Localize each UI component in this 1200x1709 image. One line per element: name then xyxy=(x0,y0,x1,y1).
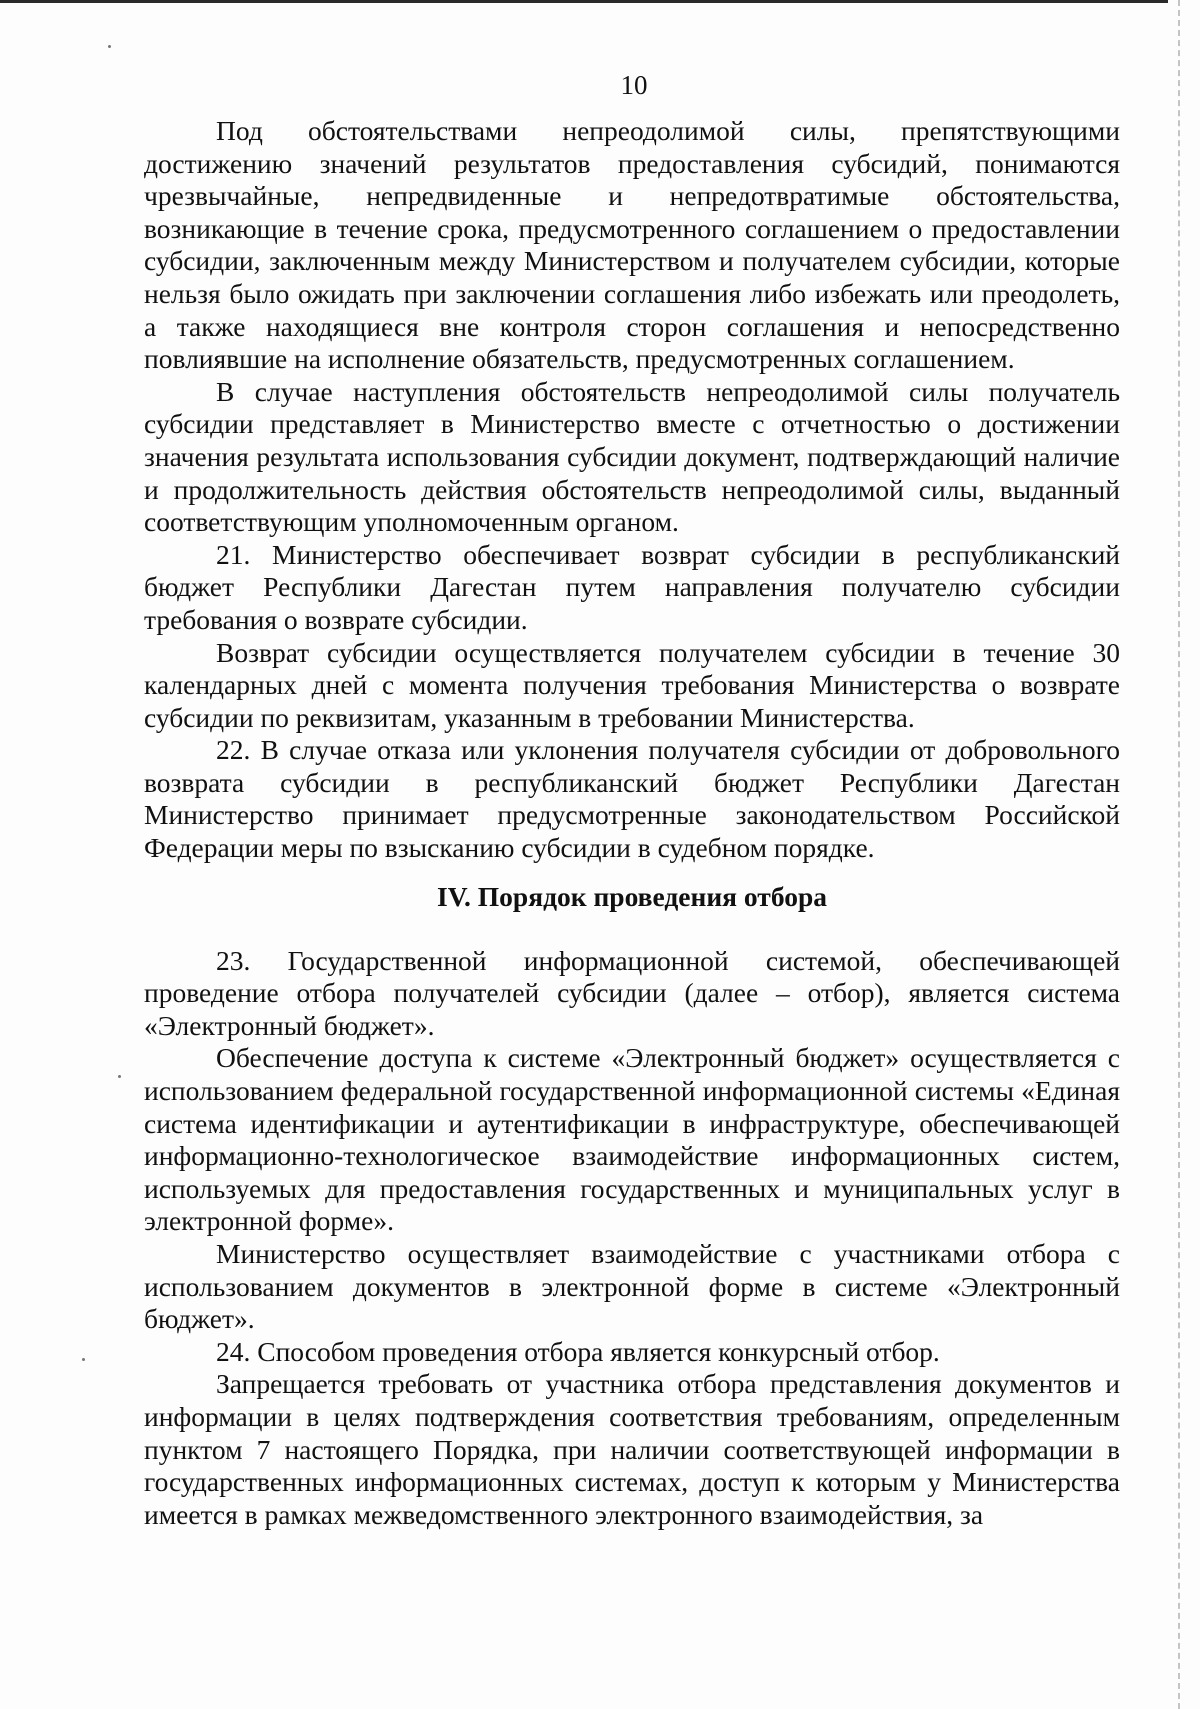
paragraph-system-access: Обеспечение доступа к системе «Электронный бюджет» осуществляется с использованием федеральной государственной информационной системы «Единая система идентификации и аутентификации в инфраструктуре, обеспечивающей информационно-технологическое взаимодействие информационных систем, используемых для предоставления государственных и муниципальных услуг в электронной форме». xyxy=(144,1042,1120,1237)
scan-right-edge xyxy=(1178,0,1180,1709)
page-number: 10 xyxy=(620,70,648,100)
paragraph-item-22: 22. В случае отказа или уклонения получателя субсидии от добровольного возврата субсидии в республиканский бюджет Республики Дагестан Министерство принимает предусмотренные законодательством Российской Федерации меры по взысканию субсидии в судебном порядке. xyxy=(144,734,1120,864)
scan-speck xyxy=(118,1075,121,1078)
scan-speck xyxy=(108,45,111,48)
paragraph-refund-terms: Возврат субсидии осуществляется получателем субсидии в течение 30 календарных дней с момента получения требования Министерства о возврате субсидии по реквизитам, указанным в требовании Министерства. xyxy=(144,636,1120,733)
paragraph-document-requirements: Запрещается требовать от участника отбора представления документов и информации в целях подтверждения соответствия требованиям, определенным пунктом 7 настоящего Порядка, при наличии соответствующей информации в государственных информационных системах, доступ к которым у Министерства имеется в рамках межведомственного электронного взаимодействия, за xyxy=(144,1368,1120,1530)
paragraph-item-23: 23. Государственной информационной системой, обеспечивающей проведение отбора получателей субсидии (далее – отбор), является система «Электронный бюджет». xyxy=(144,944,1120,1041)
paragraph-item-21: 21. Министерство обеспечивает возврат субсидии в республиканский бюджет Республики Дагестан путем направления получателю субсидии требования о возврате субсидии. xyxy=(144,538,1120,635)
scan-top-edge xyxy=(0,0,1168,3)
scan-speck xyxy=(82,1358,85,1361)
section-heading: IV. Порядок проведения отбора xyxy=(437,880,827,912)
document-body xyxy=(144,115,1120,1531)
paragraph-force-majeure-document: В случае наступления обстоятельств непреодолимой силы получатель субсидии представляет в Министерство вместе с отчетностью о достижении значения результата использования субсидии документ, подтверждающий наличие и продолжительность действия обстоятельств непреодолимой силы, выданный соответствующим уполномоченным органом. xyxy=(144,375,1120,538)
paragraph-ministry-interaction: Министерство осуществляет взаимодействие с участниками отбора с использованием документов в электронной форме в системе «Электронный бюджет». xyxy=(144,1238,1120,1335)
paragraph-force-majeure-definition: Под обстоятельствами непреодолимой силы, препятствующими достижению значений результатов предоставления субсидий, понимаются чрезвычайные, непредвиденные и непредотвратимые обстоятельства, возникающие в течение срока, предусмотренного соглашением о предоставлении субсидии, заключенным между Министерством и получателем субсидии, которые нельзя было ожидать при заключении соглашения либо избежать или преодолеть, а также находящиеся вне контроля сторон соглашения и непосредственно повлиявшие на исполнение обязательств, предусмотренных соглашением. xyxy=(144,115,1120,375)
paragraph-item-24: 24. Способом проведения отбора является конкурсный отбор. xyxy=(216,1335,940,1367)
